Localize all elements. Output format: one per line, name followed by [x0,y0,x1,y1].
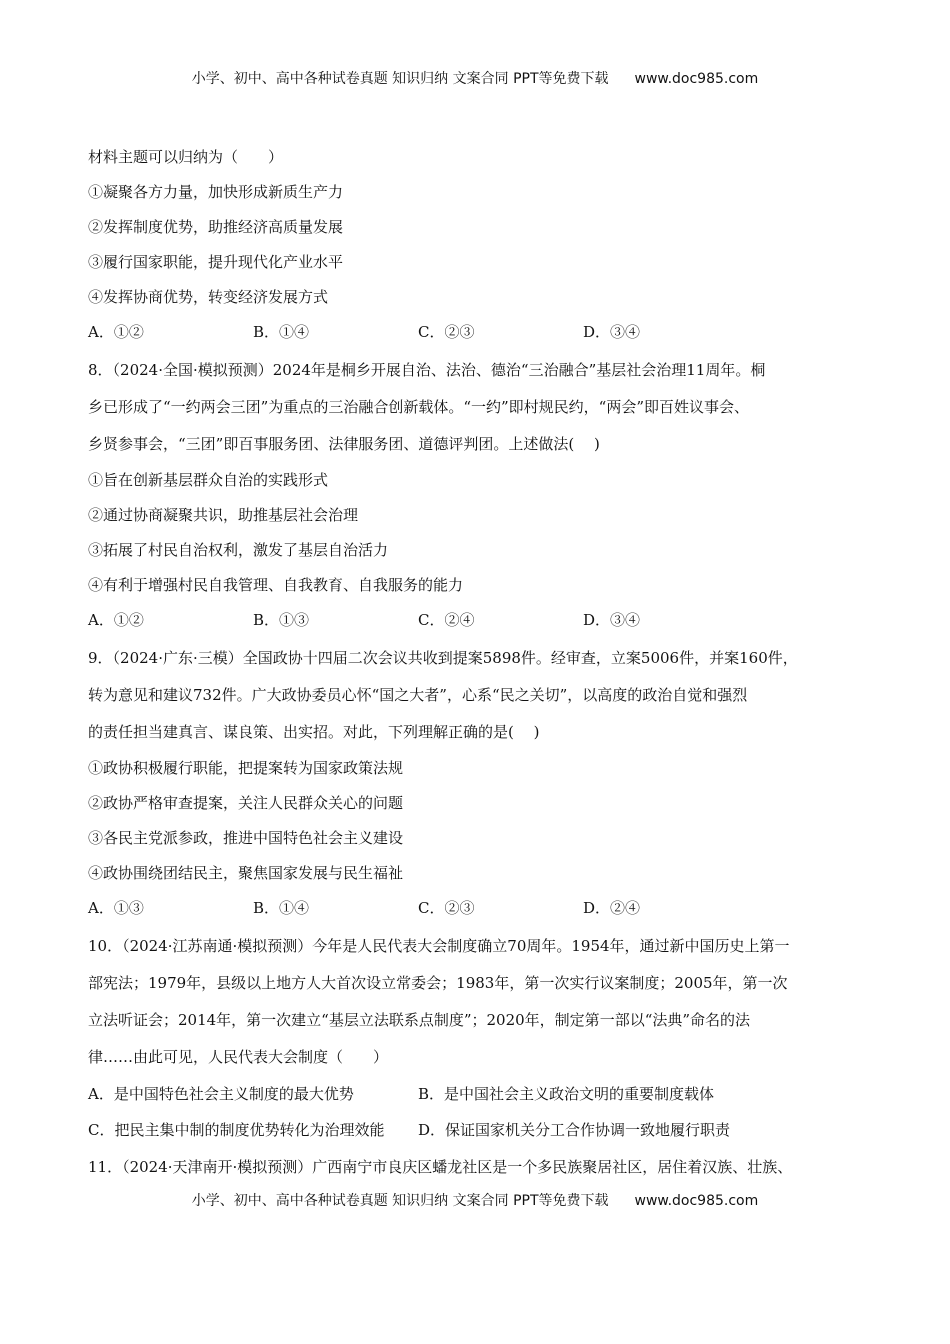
q9-option-d: D．②④ [583,899,641,917]
q10-stem-line-3: 立法听证会；2014年，第一次建立“基层立法联系点制度”；2020年，制定第一部以“法典”命名的法 [88,1011,751,1029]
header-url[interactable]: www.doc985.com [634,71,759,87]
page-header [0,70,950,88]
q7-stem-tail: 材料主题可以归纳为（ ） [88,148,284,166]
q9-item-1: ①政协积极履行职能，把提案转为国家政策法规 [88,759,404,777]
q9-option-b: B．①④ [253,899,310,917]
q10-option-b: B．是中国社会主义政治文明的重要制度载体 [418,1085,715,1103]
q10-stem-line-2: 部宪法；1979年，县级以上地方人大首次设立常委会；1983年，第一次实行议案制度；2005年，第一次 [88,974,788,992]
q8-option-a: A．①② [88,611,144,629]
q7-option-b: B．①④ [253,323,310,341]
q7-option-a: A．①② [88,323,144,341]
header-text: 小学、初中、高中各种试卷真题 知识归纳 文案合同 PPT等免费下载 [191,71,609,87]
q8-stem-line-2: 乡已形成了“一约两会三团”为重点的三治融合创新载体。“一约”即村规民约，“两会”即百姓议事会、 [88,398,750,416]
q8-item-4: ④有利于增强村民自我管理、自我教育、自我服务的能力 [88,576,464,594]
q7-item-1: ①凝聚各方力量，加快形成新质生产力 [88,183,344,201]
q9-item-3: ③各民主党派参政，推进中国特色社会主义建设 [88,829,404,847]
q11-stem-line-1: 11．（2024·天津南开·模拟预测）广西南宁市良庆区蟠龙社区是一个多民族聚居社区，居住着汉族、壮族、 [88,1158,793,1176]
footer-url[interactable]: www.doc985.com [634,1193,759,1209]
q10-option-d: D．保证国家机关分工合作协调一致地履行职责 [418,1121,731,1139]
q9-item-4: ④政协围绕团结民主，聚焦国家发展与民生福祉 [88,864,404,882]
q8-item-1: ①旨在创新基层群众自治的实践形式 [88,471,329,489]
q7-item-4: ④发挥协商优势，转变经济发展方式 [88,288,329,306]
page-footer [0,1192,950,1210]
q7-item-2: ②发挥制度优势，助推经济高质量发展 [88,218,344,236]
q10-option-c: C．把民主集中制的制度优势转化为治理效能 [88,1121,385,1139]
q8-stem-line-1: 8．（2024·全国·模拟预测）2024年是桐乡开展自治、法治、德治“三治融合”基层社会治理11周年。桐 [88,361,766,379]
q9-option-c: C．②③ [418,899,475,917]
q10-stem-line-4: 律……由此可见，人民代表大会制度（ ） [88,1048,389,1066]
q7-option-d: D．③④ [583,323,641,341]
q10-option-a: A．是中国特色社会主义制度的最大优势 [88,1085,354,1103]
q7-item-3: ③履行国家职能，提升现代化产业水平 [88,253,344,271]
q9-stem-line-3: 的责任担当建真言、谋良策、出实招。对此，下列理解正确的是( ) [88,723,540,741]
q8-stem-line-3: 乡贤参事会，“三团”即百事服务团、法律服务团、道德评判团。上述做法( ) [88,435,600,453]
footer-text: 小学、初中、高中各种试卷真题 知识归纳 文案合同 PPT等免费下载 [191,1193,609,1209]
q8-item-3: ③拓展了村民自治权利，激发了基层自治活力 [88,541,389,559]
q10-stem-line-1: 10．（2024·江苏南通·模拟预测）今年是人民代表大会制度确立70周年。1954年，通过新中国历史上第一 [88,937,790,955]
q7-option-c: C．②③ [418,323,475,341]
q8-option-c: C．②④ [418,611,475,629]
q9-option-a: A．①③ [88,899,144,917]
q8-option-b: B．①③ [253,611,310,629]
q8-item-2: ②通过协商凝聚共识，助推基层社会治理 [88,506,359,524]
q9-stem-line-2: 转为意见和建议732件。广大政协委员心怀“国之大者”，心系“民之关切”，以高度的政治自觉和强烈 [88,686,748,704]
q9-item-2: ②政协严格审查提案，关注人民群众关心的问题 [88,794,404,812]
q8-option-d: D．③④ [583,611,641,629]
q9-stem-line-1: 9．（2024·广东·三模）全国政协十四届二次会议共收到提案5898件。经审查，立案5006件，并案160件， [88,649,798,667]
